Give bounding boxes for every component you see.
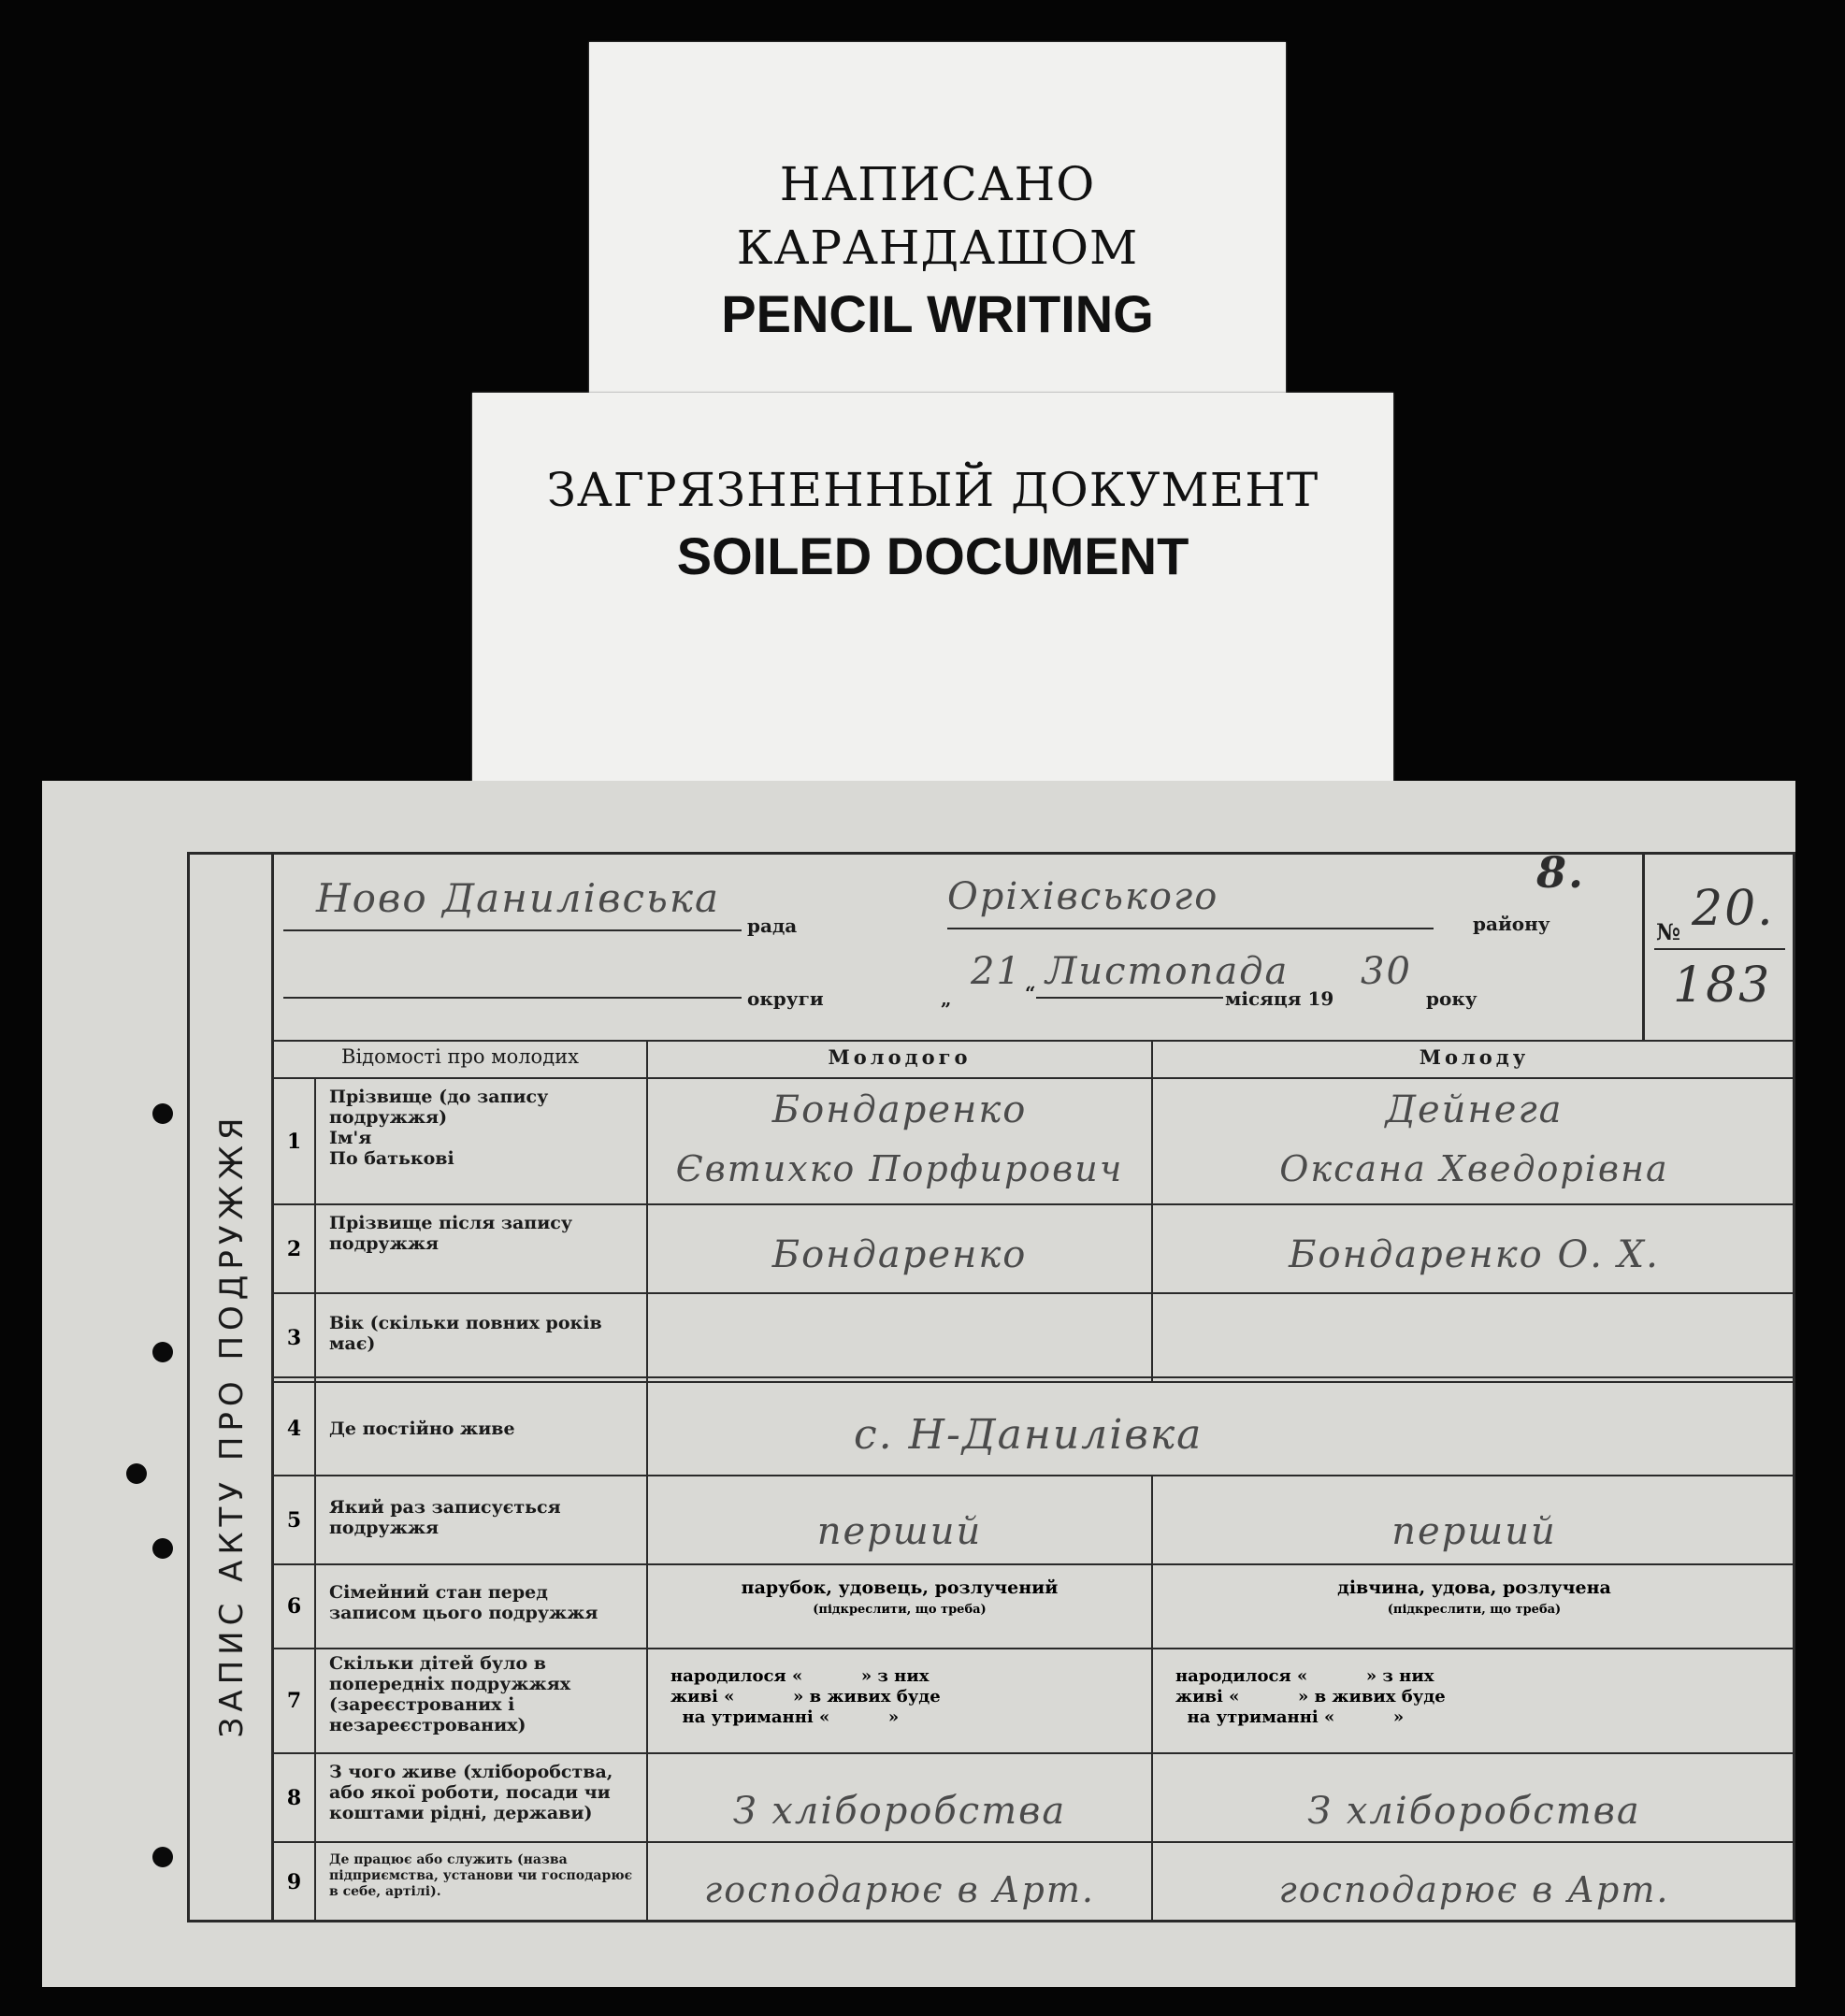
row-number: 7 — [274, 1649, 316, 1752]
row-label: Де постійно живе — [316, 1383, 648, 1475]
table-row — [274, 1077, 1795, 1203]
hand-number: 20. — [1692, 881, 1775, 937]
misyatsya-label: місяця 19 — [1225, 987, 1334, 1010]
row-number: 3 — [274, 1294, 316, 1381]
record-number-box — [1642, 855, 1795, 1040]
row-label: З чого живе (хліборобства, або якої роботи, посади чи коштами рідні, держави) — [316, 1754, 648, 1841]
row-label: Вік (скільки повних років має) — [316, 1294, 648, 1381]
roku-label: року — [1426, 987, 1477, 1010]
hand-year: 30 — [1361, 950, 1412, 993]
side-title: ЗАПИС АКТУ ПРО ПОДРУЖЖЯ — [213, 1112, 251, 1738]
bride-status-options: дівчина, удова, розлучена — [1337, 1577, 1611, 1598]
okrugy-label: округи — [747, 987, 824, 1010]
bride-status-note: (підкреслити, що треба) — [1387, 1603, 1562, 1617]
bride-workplace: господарює в Арт. — [1278, 1869, 1670, 1910]
month-line — [1036, 997, 1223, 999]
table-row — [274, 1563, 1795, 1648]
row-label: Який раз записується подружжя — [316, 1476, 648, 1563]
residence: с. Н-Данилівка — [854, 1411, 1204, 1459]
col-groom: Молодого — [828, 1045, 972, 1069]
table-row — [274, 1203, 1795, 1292]
table-row — [274, 1648, 1795, 1752]
bride-age — [1153, 1294, 1795, 1381]
soiled-en: SOILED DOCUMENT — [676, 526, 1189, 585]
groom-surname: Бондаренко — [771, 1088, 1028, 1131]
row-label: Сімейний стан перед записом цього подружжя — [316, 1565, 648, 1648]
hand-top-mark: 8. — [1536, 847, 1586, 898]
bride-name: Оксана Хведорівна — [1279, 1148, 1669, 1189]
pencil-writing-label — [589, 42, 1286, 416]
rada-line — [283, 929, 742, 931]
rayon-label: району — [1473, 913, 1550, 935]
row-number: 6 — [274, 1565, 316, 1648]
double-rule — [274, 1376, 1795, 1378]
groom-workplace: господарює в Арт. — [703, 1869, 1095, 1910]
table-row — [274, 1752, 1795, 1841]
bride-children: народилося « » з них живі « » в живих буде на утриманні « » — [1175, 1666, 1446, 1727]
hand-day: 21 — [971, 950, 1022, 993]
row-label: Прізвище (до запису подружжя) Ім'я По батькові — [316, 1079, 648, 1203]
groom-name: Євтихко Порфирович — [675, 1148, 1124, 1189]
form-frame — [187, 847, 1795, 1922]
groom-surname-after: Бондаренко — [771, 1233, 1028, 1276]
table-header-row — [274, 1040, 1795, 1077]
quote-close: “ — [1025, 982, 1036, 1004]
rada-label: рада — [747, 914, 798, 937]
col-bride: Молоду — [1419, 1045, 1530, 1069]
table-row — [274, 1381, 1795, 1475]
punch-hole — [126, 1463, 147, 1484]
col-info: Відомості про молодих — [341, 1045, 579, 1068]
soiled-ru: ЗАГРЯЗНЕННЫЙ ДОКУМЕНТ — [546, 463, 1319, 517]
groom-status-options: парубок, удовець, розлучений — [741, 1577, 1059, 1598]
bride-marriage-count: перший — [1391, 1510, 1557, 1553]
groom-livelihood: З хліборобства — [732, 1790, 1067, 1833]
number-line — [1654, 948, 1785, 950]
pencil-ru-line2: КАРАНДАШОМ — [736, 221, 1139, 275]
okrugy-line — [283, 997, 742, 999]
row-label: Скільки дітей було в попередніх подружжях (зареєстрованих і незареєстрованих) — [316, 1649, 648, 1752]
punch-hole — [152, 1538, 173, 1559]
table-row — [274, 1841, 1795, 1921]
hand-number2: 183 — [1673, 958, 1772, 1014]
table-row — [274, 1292, 1795, 1381]
row-number: 2 — [274, 1205, 316, 1292]
hand-rayon: Оріхівського — [947, 875, 1219, 918]
hand-month: Листопада — [1045, 950, 1290, 993]
bride-surname-after: Бондаренко О. Х. — [1289, 1233, 1660, 1276]
hand-rada: Ново Данилівська — [316, 875, 721, 921]
groom-marriage-count: перший — [816, 1510, 983, 1553]
punch-hole — [152, 1103, 173, 1124]
number-label: № — [1656, 918, 1681, 945]
groom-status-note: (підкреслити, що треба) — [813, 1603, 987, 1617]
punch-hole — [152, 1342, 173, 1362]
groom-age — [648, 1294, 1153, 1381]
pencil-en: PENCIL WRITING — [721, 284, 1154, 343]
row-number: 4 — [274, 1383, 316, 1475]
bride-surname: Дейнега — [1385, 1088, 1564, 1131]
row-label: Де працює або служить (назва підприємства, установи чи господарює в себе, артілі). — [316, 1843, 648, 1921]
marriage-record-form — [42, 781, 1795, 1987]
row-number: 5 — [274, 1476, 316, 1563]
row-number: 1 — [274, 1079, 316, 1203]
row-number: 9 — [274, 1843, 316, 1921]
punch-hole — [152, 1847, 173, 1867]
pencil-ru-line1: НАПИСАНО — [779, 157, 1096, 211]
rayon-line — [947, 928, 1434, 929]
table-row — [274, 1475, 1795, 1563]
record-table — [274, 1040, 1795, 1921]
row-number: 8 — [274, 1754, 316, 1841]
quote-open: „ — [941, 987, 952, 1010]
bride-livelihood: З хліборобства — [1307, 1790, 1641, 1833]
side-column — [190, 855, 274, 1920]
soiled-document-label — [472, 393, 1393, 790]
groom-children: народилося « » з них живі « » в живих буде на утриманні « » — [670, 1666, 941, 1727]
row-label: Прізвище після запису подружжя — [316, 1205, 648, 1292]
